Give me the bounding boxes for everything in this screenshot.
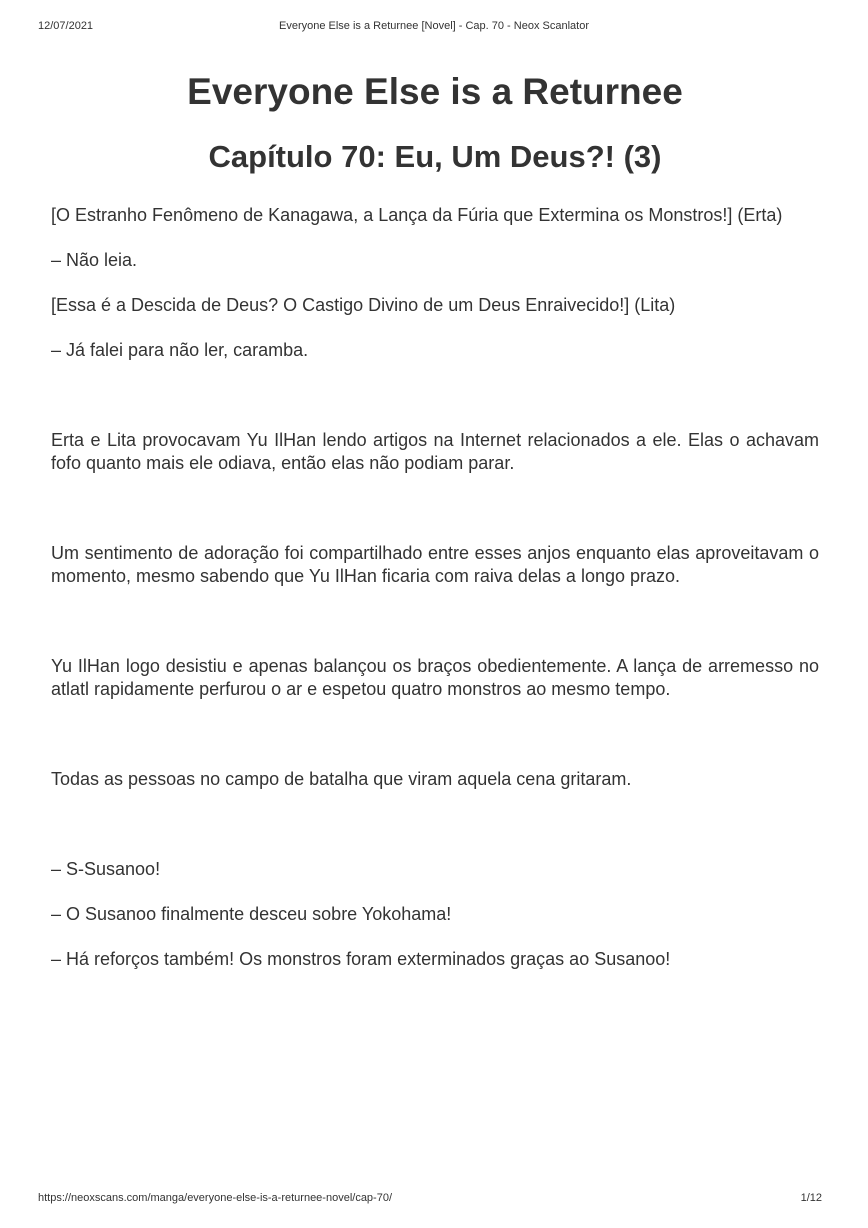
paragraph: – Não leia. bbox=[51, 250, 138, 270]
print-document-title: Everyone Else is a Returnee [Novel] - Cap. 70 - Neox Scanlator bbox=[279, 20, 589, 32]
novel-title: Everyone Else is a Returnee bbox=[187, 71, 683, 112]
page-number: 1/12 bbox=[800, 1192, 822, 1204]
print-header bbox=[38, 20, 830, 36]
article bbox=[51, 66, 819, 971]
paragraph: Todas as pessoas no campo de batalha que viram aquela cena gritaram. bbox=[51, 769, 632, 789]
print-footer bbox=[38, 1192, 830, 1208]
paragraph: [O Estranho Fenômeno de Kanagawa, a Lança da Fúria que Extermina os Monstros!] (Erta) bbox=[51, 205, 783, 225]
paragraph: – Há reforços também! Os monstros foram exterminados graças ao Susanoo! bbox=[51, 949, 671, 969]
paragraph: Yu IlHan logo desistiu e apenas balançou os braços obedientemente. A lança de arremesso no atlatl rapidamente perfurou o ar e espetou quatro monstros ao mesmo tempo. bbox=[51, 656, 819, 699]
paragraph: – S-Susanoo! bbox=[51, 859, 161, 879]
print-date: 12/07/2021 bbox=[38, 20, 94, 32]
paragraph: Um sentimento de adoração foi compartilhado entre esses anjos enquanto elas aproveitavam o momento, mesmo sabendo que Yu IlHan ficaria com raiva delas a longo prazo. bbox=[51, 543, 819, 586]
chapter-body bbox=[51, 204, 819, 971]
chapter-title: Capítulo 70: Eu, Um Deus?! (3) bbox=[208, 139, 662, 174]
paragraph: – Já falei para não ler, caramba. bbox=[51, 340, 309, 360]
page-url: https://neoxscans.com/manga/everyone-else-is-a-returnee-novel/cap-70/ bbox=[38, 1192, 393, 1204]
paragraph: Erta e Lita provocavam Yu IlHan lendo artigos na Internet relacionados a ele. Elas o achavam fofo quanto mais ele odiava, então elas não podiam parar. bbox=[51, 430, 819, 473]
paragraph: [Essa é a Descida de Deus? O Castigo Divino de um Deus Enraivecido!] (Lita) bbox=[51, 295, 676, 315]
paragraph: – O Susanoo finalmente desceu sobre Yokohama! bbox=[51, 904, 452, 924]
